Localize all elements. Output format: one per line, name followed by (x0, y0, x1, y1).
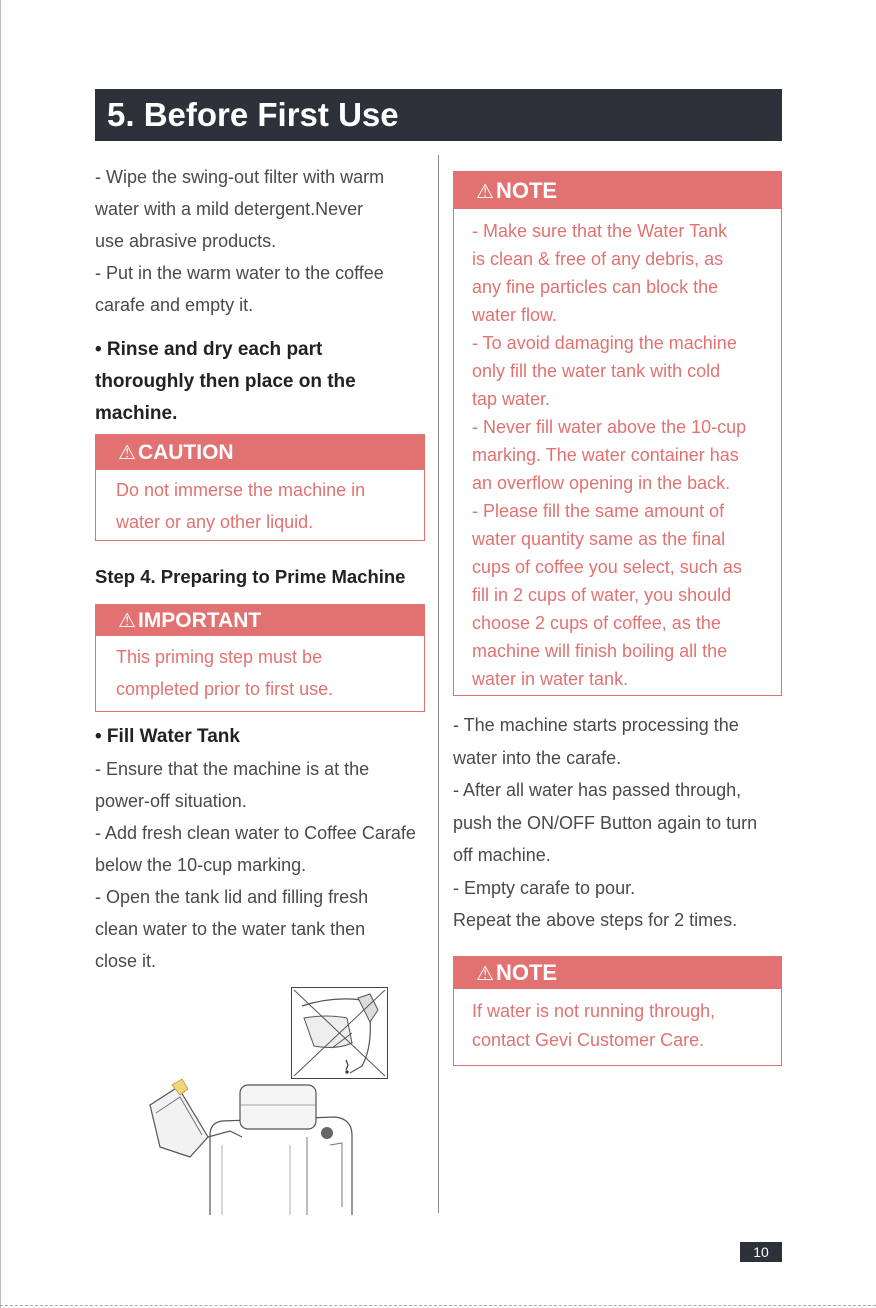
text-line: water or any other liquid. (116, 512, 314, 532)
text-line: choose 2 cups of coffee, as the (472, 613, 721, 633)
text-line: power-off situation. (95, 791, 247, 811)
note-body (454, 209, 781, 693)
text-line: contact Gevi Customer Care. (472, 1030, 705, 1050)
caution-body (96, 470, 424, 538)
text-line: tap water. (472, 389, 551, 409)
note-body (454, 989, 781, 1055)
warning-icon: ⚠ (476, 963, 494, 985)
caution-title: CAUTION (137, 441, 234, 464)
text-line: - Never fill water above the 10-cup (472, 417, 747, 437)
text-line: close it. (95, 951, 157, 971)
warning-icon: ⚠ (118, 610, 136, 632)
text-line: - To avoid damaging the machine (472, 333, 737, 353)
overfill-diagram (292, 988, 387, 1078)
note-header (454, 172, 781, 209)
text-line: This priming step must be (116, 647, 323, 667)
text-line: - Wipe the swing-out filter with warm (95, 167, 385, 187)
caution-box (95, 434, 425, 541)
step-4-heading: Step 4. Preparing to Prime Machine (95, 566, 406, 587)
important-header (96, 605, 424, 636)
important-box (95, 604, 425, 712)
text-line: below the 10-cup marking. (95, 855, 307, 875)
text-line: push the ON/OFF Button again to turn (453, 812, 758, 833)
page-edge (0, 0, 1, 1308)
text-line: water quantity same as the final (472, 529, 726, 549)
processing-text (453, 709, 788, 937)
text-line: only fill the water tank with cold (472, 361, 721, 381)
warning-icon: ⚠ (118, 442, 136, 464)
text-line: water with a mild detergent.Never (95, 199, 364, 219)
text-line: machine. (95, 403, 178, 424)
note-header (454, 957, 781, 989)
text-line: - Empty carafe to pour. (453, 877, 636, 898)
text-line: - Please fill the same amount of (472, 501, 725, 521)
coffee-machine-illustration (130, 1075, 360, 1215)
text-line: thoroughly then place on the (95, 371, 356, 392)
text-line: any fine particles can block the (472, 277, 719, 297)
page-number: 10 (740, 1242, 782, 1262)
text-line: marking. The water container has (472, 445, 739, 465)
overfill-warning-illustration (291, 987, 388, 1079)
text-line: machine will finish boiling all the (472, 641, 728, 661)
note-title: NOTE (495, 178, 558, 203)
intro-text (95, 161, 425, 321)
text-line: water in water tank. (472, 669, 629, 689)
text-line: cups of coffee you select, such as (472, 557, 742, 577)
text-line: carafe and empty it. (95, 295, 254, 315)
column-divider (438, 155, 439, 1213)
text-line: - Make sure that the Water Tank (472, 221, 728, 241)
fill-instructions (95, 753, 431, 977)
rinse-instruction (95, 334, 425, 430)
text-line: fill in 2 cups of water, you should (472, 585, 732, 605)
text-line: Repeat the above steps for 2 times. (453, 910, 738, 930)
note-box-customer-care (453, 956, 782, 1066)
important-title: IMPORTANT (137, 609, 262, 632)
text-line: Do not immerse the machine in (116, 480, 366, 500)
text-line: use abrasive products. (95, 231, 277, 251)
text-line: water flow. (472, 305, 558, 325)
important-body (96, 636, 424, 705)
text-line: clean water to the water tank then (95, 919, 366, 939)
note-title: NOTE (495, 960, 558, 985)
text-line: completed prior to first use. (116, 679, 334, 699)
text-line: - Put in the warm water to the coffee (95, 263, 384, 283)
text-line: If water is not running through, (472, 1001, 716, 1021)
text-line: - The machine starts processing the (453, 715, 739, 735)
text-line: - After all water has passed through, (453, 780, 742, 800)
note-box-water-tank (453, 171, 782, 696)
text-line: off machine. (453, 845, 551, 865)
text-line: an overflow opening in the back. (472, 473, 731, 493)
text-line: - Add fresh clean water to Coffee Carafe (95, 823, 416, 843)
section-title: 5. Before First Use (95, 89, 782, 141)
caution-header (96, 435, 424, 470)
fill-water-tank-heading: • Fill Water Tank (95, 726, 240, 747)
warning-icon: ⚠ (476, 181, 494, 203)
text-line: - Ensure that the machine is at the (95, 759, 370, 779)
text-line: water into the carafe. (453, 747, 622, 768)
text-line: - Open the tank lid and filling fresh (95, 887, 369, 907)
text-line: is clean & free of any debris, as (472, 249, 724, 269)
text-line: • Rinse and dry each part (95, 339, 323, 360)
page-bottom-edge (0, 1305, 876, 1306)
coffee-machine-drawing (130, 1075, 360, 1215)
